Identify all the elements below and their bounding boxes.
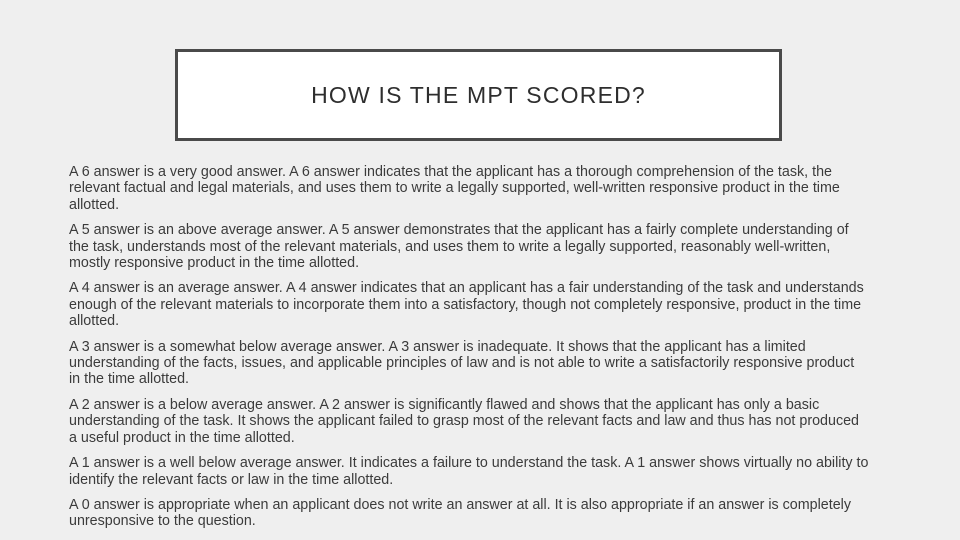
slide-body — [69, 164, 869, 539]
score-2-paragraph: A 2 answer is a below average answer. A 2 answer is significantly flawed and shows that the applicant has only a basic understanding of the task. It shows the applicant failed to grasp most of the relevant facts and law and thus has not produced a useful product in the time allotted. — [69, 396, 859, 446]
score-6-paragraph: A 6 answer is a very good answer. A 6 answer indicates that the applicant has a thorough comprehension of the task, the relevant factual and legal materials, and uses them to write a legally supported, well-written responsive product in the time allotted. — [69, 164, 840, 213]
title-box — [175, 49, 782, 141]
score-5-paragraph: A 5 answer is an above average answer. A 5 answer demonstrates that the applicant has a fairly complete understanding of the task, understands most of the relevant materials, and uses them to write a legally supported, reasonably well-written, mostly responsive product in the time allotted. — [69, 222, 849, 272]
score-0-paragraph: A 0 answer is appropriate when an applicant does not write an answer at all. It is also appropriate if an answer is completely unresponsive to the question. — [69, 496, 851, 530]
score-4-paragraph: A 4 answer is an average answer. A 4 answer indicates that an applicant has a fair understanding of the task and understands enough of the relevant materials to incorporate them into a satisfactory, though not completely responsive, product in the time allotted. — [69, 280, 864, 330]
score-1-paragraph: A 1 answer is a well below average answer. It indicates a failure to understand the task. A 1 answer shows virtually no ability to identify the relevant facts or law in the time allotted. — [69, 455, 869, 488]
slide-title: HOW IS THE MPT SCORED? — [311, 81, 646, 108]
score-3-paragraph: A 3 answer is a somewhat below average answer. A 3 answer is inadequate. It shows that the applicant has a limited understanding of the facts, issues, and applicable principles of law and is not able to write a satisfactorily responsive product in the time allotted. — [69, 338, 855, 388]
